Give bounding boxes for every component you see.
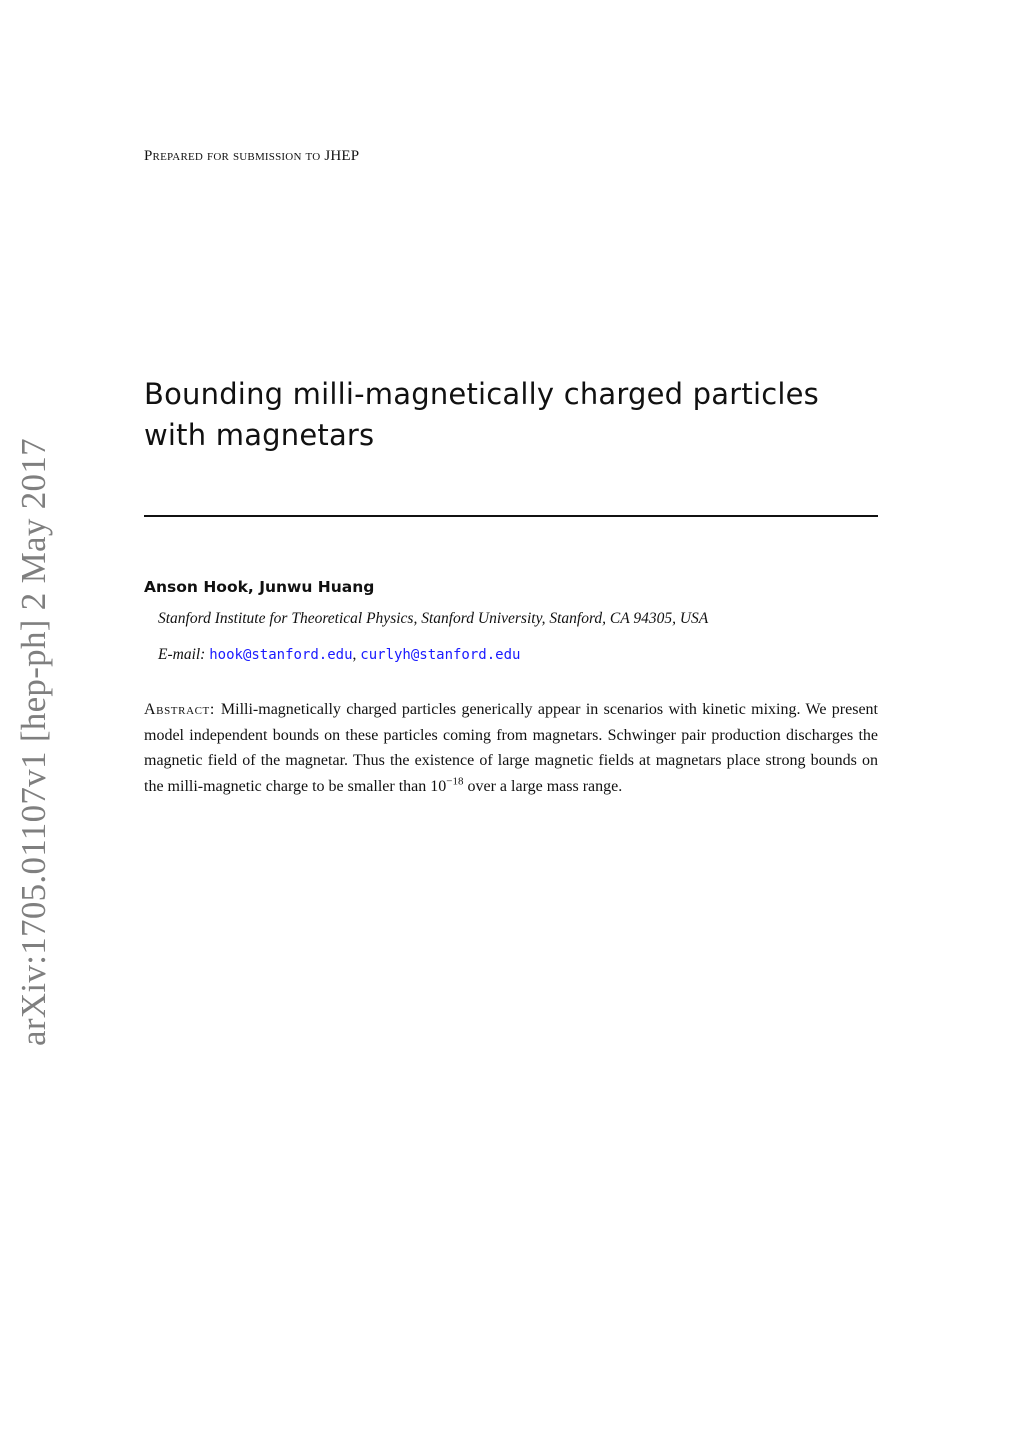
abstract-exponent: −18 [446,775,464,788]
title-divider [144,515,878,517]
email-link-curlyh[interactable]: curlyh@stanford.edu [360,647,521,663]
submission-note-initial: P [144,148,153,164]
author-affiliation: Stanford Institute for Theoretical Physics, Stanford University, Stanford, CA 94305, USA [158,610,709,627]
abstract-text-end: over a large mass range. [463,777,623,795]
submission-note-text: repared for submission to [152,148,325,164]
arxiv-stamp: arXiv:1705.01107v1 [hep-ph] 2 May 2017 [14,438,53,1046]
journal-name: JHEP [324,148,360,164]
abstract-label: Abstract: [144,701,215,718]
email-link-hook[interactable]: hook@stanford.edu [209,647,353,663]
email-line [158,646,520,664]
abstract [144,697,878,799]
paper-title: Bounding milli-magnetically charged particles with magnetars [144,377,819,452]
author-list: Anson Hook, Junwu Huang [144,578,375,596]
email-label: E-mail: [158,646,206,663]
email-separator: , [352,646,361,663]
submission-note [144,148,359,165]
abstract-text: Milli-magnetically charged particles generically appear in scenarios with kinetic mixing. We present model independent bounds on these particles coming from magnetars. Schwinger pair production discharges the magnetic field of the magnetar. Thus the existence of large magnetic fields at magnetars place strong bounds on the milli-magnetic charge to be smaller than 10 [144,701,878,795]
